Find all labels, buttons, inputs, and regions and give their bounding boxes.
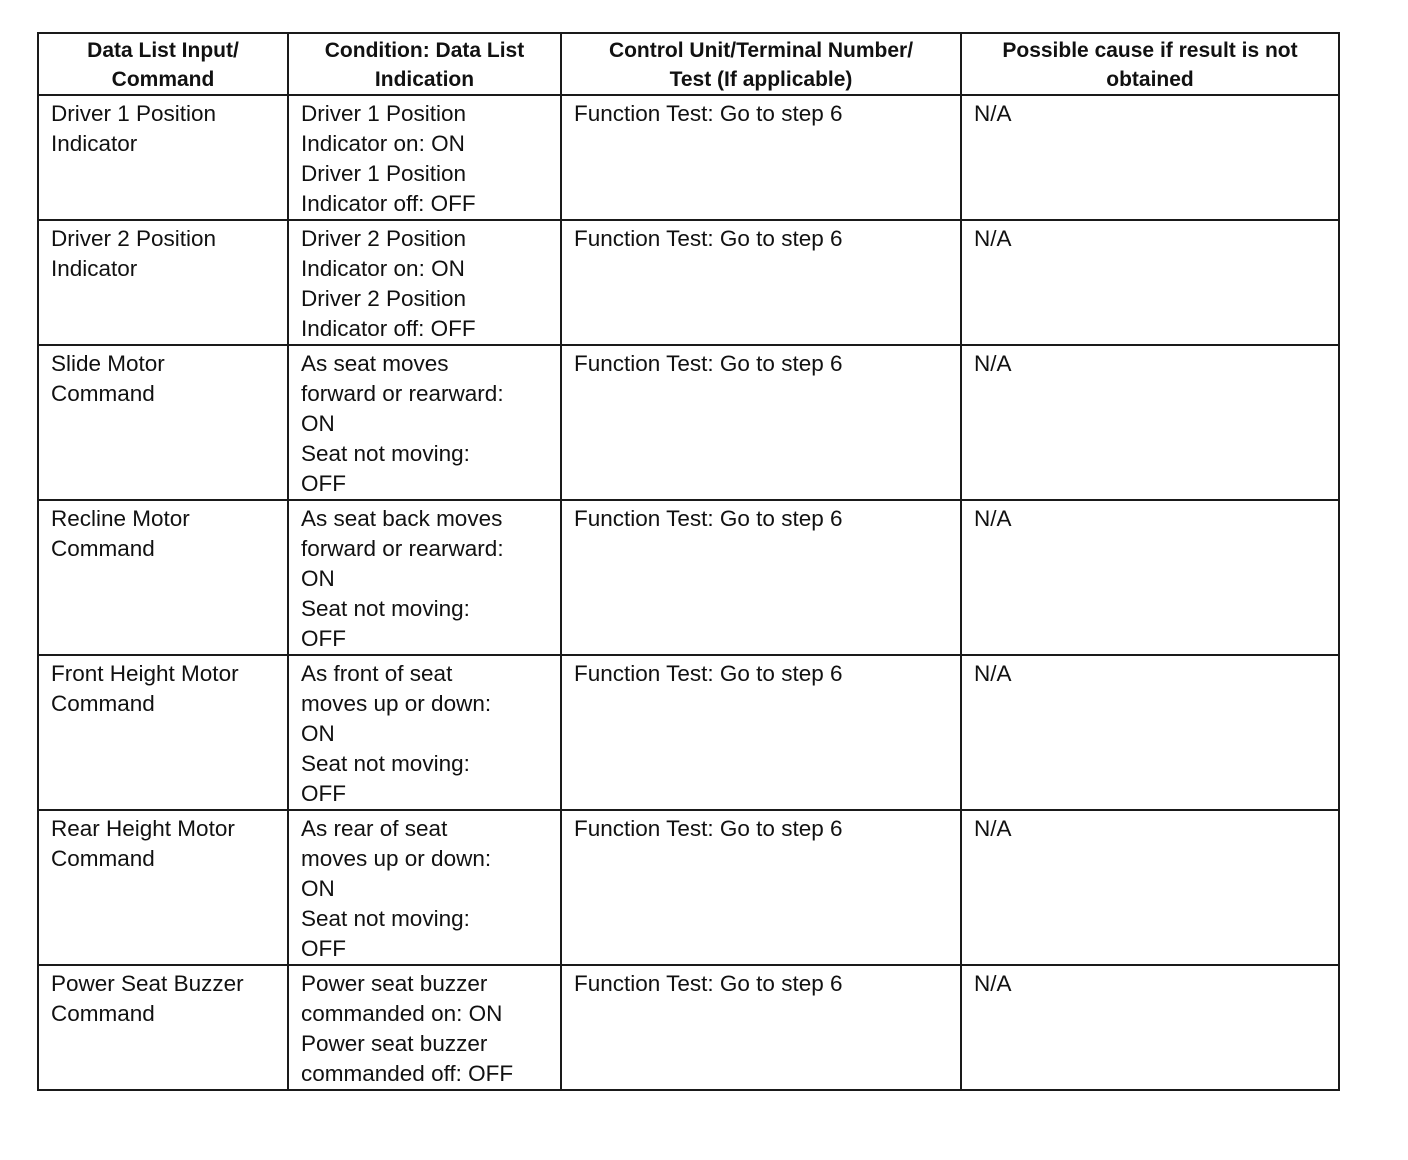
cell-text: Function Test: Go to step 6 bbox=[574, 661, 843, 686]
cell-condition bbox=[288, 500, 561, 655]
table-row bbox=[38, 345, 1339, 500]
cell-text: Driver 2 Position bbox=[301, 226, 467, 251]
cell-text: Command bbox=[51, 1001, 155, 1026]
cell-text: Indicator on: ON bbox=[301, 256, 465, 281]
cell-text: Power seat buzzer bbox=[301, 1031, 488, 1056]
cell-cause bbox=[961, 220, 1339, 345]
table-row bbox=[38, 810, 1339, 965]
header-row bbox=[38, 33, 1339, 95]
cell-cause bbox=[961, 95, 1339, 220]
header-text: Control Unit/Terminal Number/ bbox=[608, 39, 914, 62]
cell-text: Seat not moving: bbox=[301, 751, 470, 776]
cell-text: As front of seat bbox=[301, 661, 453, 686]
header-text: obtained bbox=[1106, 68, 1194, 91]
cell-text: Function Test: Go to step 6 bbox=[574, 506, 843, 531]
cell-text: ON bbox=[301, 411, 335, 436]
cell-text: moves up or down: bbox=[301, 691, 492, 716]
cell-input bbox=[38, 500, 288, 655]
cell-text: Indicator off: OFF bbox=[301, 191, 476, 216]
cell-text: Indicator bbox=[51, 256, 138, 281]
cell-text: Indicator off: OFF bbox=[301, 316, 476, 341]
cell-text: Rear Height Motor bbox=[51, 816, 235, 841]
cell-condition bbox=[288, 345, 561, 500]
cell-text: As rear of seat bbox=[301, 816, 448, 841]
cell-text: Power seat buzzer bbox=[301, 971, 488, 996]
cell-text: OFF bbox=[301, 936, 346, 961]
cell-cause bbox=[961, 655, 1339, 810]
cell-cause bbox=[961, 345, 1339, 500]
cell-text: Seat not moving: bbox=[301, 596, 470, 621]
cell-text: Driver 2 Position bbox=[301, 286, 467, 311]
cell-text: Function Test: Go to step 6 bbox=[574, 226, 843, 251]
cell-text: Function Test: Go to step 6 bbox=[574, 816, 843, 841]
cell-input bbox=[38, 220, 288, 345]
table-row bbox=[38, 500, 1339, 655]
cell-test bbox=[561, 95, 961, 220]
cell-input bbox=[38, 95, 288, 220]
header-text: Possible cause if result is not bbox=[1002, 39, 1298, 62]
cell-text: OFF bbox=[301, 781, 346, 806]
cell-text: Power Seat Buzzer bbox=[51, 971, 244, 996]
cell-text: N/A bbox=[974, 226, 1012, 251]
header-text: Data List Input/ bbox=[87, 39, 239, 62]
cell-text: Front Height Motor bbox=[51, 661, 239, 686]
cell-text: Seat not moving: bbox=[301, 441, 470, 466]
cell-text: N/A bbox=[974, 971, 1012, 996]
cell-text: Seat not moving: bbox=[301, 906, 470, 931]
cell-text: Indicator on: ON bbox=[301, 131, 465, 156]
header-text: Indication bbox=[374, 68, 475, 91]
table-row bbox=[38, 965, 1339, 1090]
cell-text: ON bbox=[301, 721, 335, 746]
cell-text: commanded off: OFF bbox=[301, 1061, 514, 1086]
cell-text: Command bbox=[51, 381, 155, 406]
cell-text: OFF bbox=[301, 626, 346, 651]
cell-condition bbox=[288, 220, 561, 345]
cell-text: Function Test: Go to step 6 bbox=[574, 971, 843, 996]
header-possible-cause bbox=[961, 33, 1339, 95]
cell-text: OFF bbox=[301, 471, 346, 496]
table-row bbox=[38, 655, 1339, 810]
cell-test bbox=[561, 655, 961, 810]
cell-test bbox=[561, 345, 961, 500]
cell-condition bbox=[288, 965, 561, 1090]
cell-text: N/A bbox=[974, 661, 1012, 686]
data-list-table bbox=[37, 32, 1340, 1091]
cell-text: Slide Motor bbox=[51, 351, 165, 376]
header-text: Condition: Data List bbox=[324, 39, 525, 62]
table-row bbox=[38, 220, 1339, 345]
cell-text: ON bbox=[301, 566, 335, 591]
cell-condition bbox=[288, 810, 561, 965]
cell-text: commanded on: ON bbox=[301, 1001, 503, 1026]
cell-input bbox=[38, 345, 288, 500]
cell-cause bbox=[961, 500, 1339, 655]
cell-text: N/A bbox=[974, 351, 1012, 376]
cell-test bbox=[561, 965, 961, 1090]
cell-test bbox=[561, 810, 961, 965]
header-condition bbox=[288, 33, 561, 95]
table-row bbox=[38, 95, 1339, 220]
cell-condition bbox=[288, 655, 561, 810]
cell-text: As seat moves bbox=[301, 351, 449, 376]
cell-text: ON bbox=[301, 876, 335, 901]
cell-text: forward or rearward: bbox=[301, 536, 504, 561]
cell-text: Driver 2 Position bbox=[51, 226, 217, 251]
cell-text: Command bbox=[51, 536, 155, 561]
cell-input bbox=[38, 965, 288, 1090]
cell-test bbox=[561, 220, 961, 345]
cell-text: Function Test: Go to step 6 bbox=[574, 351, 843, 376]
cell-text: As seat back moves bbox=[301, 506, 503, 531]
header-control-unit bbox=[561, 33, 961, 95]
cell-condition bbox=[288, 95, 561, 220]
cell-text: Command bbox=[51, 846, 155, 871]
cell-text: moves up or down: bbox=[301, 846, 492, 871]
cell-text: Recline Motor bbox=[51, 506, 190, 531]
cell-text: forward or rearward: bbox=[301, 381, 504, 406]
cell-text: N/A bbox=[974, 506, 1012, 531]
cell-cause bbox=[961, 810, 1339, 965]
cell-input bbox=[38, 655, 288, 810]
cell-text: Command bbox=[51, 691, 155, 716]
cell-text: Driver 1 Position bbox=[301, 101, 467, 126]
cell-text: N/A bbox=[974, 816, 1012, 841]
header-text: Test (If applicable) bbox=[669, 68, 853, 91]
cell-input bbox=[38, 810, 288, 965]
cell-text: Driver 1 Position bbox=[51, 101, 217, 126]
header-text: Command bbox=[111, 68, 215, 91]
header-data-list-input bbox=[38, 33, 288, 95]
cell-text: N/A bbox=[974, 101, 1012, 126]
cell-cause bbox=[961, 965, 1339, 1090]
cell-test bbox=[561, 500, 961, 655]
cell-text: Function Test: Go to step 6 bbox=[574, 101, 843, 126]
cell-text: Indicator bbox=[51, 131, 138, 156]
cell-text: Driver 1 Position bbox=[301, 161, 467, 186]
